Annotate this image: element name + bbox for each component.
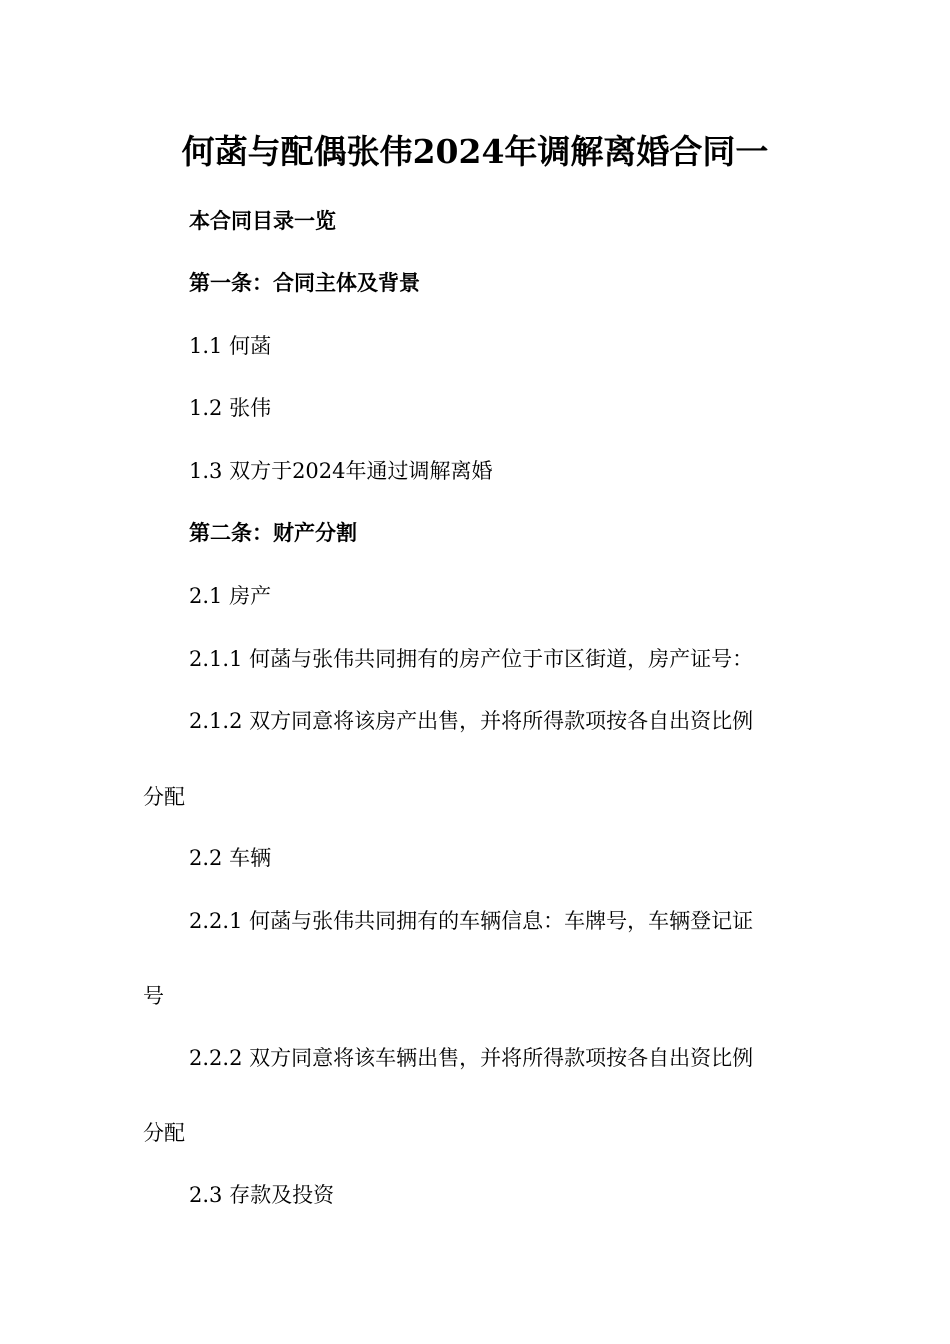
- article-1-heading: 第一条：合同主体及背景: [189, 270, 420, 295]
- clause-2-1-2-continued: 分配: [143, 785, 185, 809]
- clause-2-1-2: 2.1.2 双方同意将该房产出售，并将所得款项按各自出资比例: [189, 709, 754, 733]
- clause-2-2-2-continued: 分配: [143, 1121, 185, 1145]
- clause-2-1: 2.1 房产: [189, 584, 272, 608]
- clause-1-3: 1.3 双方于2024年通过调解离婚: [189, 459, 493, 483]
- clause-1-1: 1.1 何菡: [189, 334, 272, 358]
- document-title: 何菡与配偶张伟2024年调解离婚合同一: [181, 132, 769, 171]
- clause-1-2: 1.2 张伟: [189, 396, 272, 420]
- clause-2-2-1-continued: 号: [143, 984, 164, 1008]
- article-2-heading: 第二条：财产分割: [189, 520, 357, 545]
- clause-2-1-1: 2.1.1 何菡与张伟共同拥有的房产位于市区街道，房产证号：: [189, 647, 754, 671]
- toc-heading: 本合同目录一览: [189, 208, 336, 233]
- clause-2-3: 2.3 存款及投资: [189, 1183, 335, 1207]
- clause-2-2-1: 2.2.1 何菡与张伟共同拥有的车辆信息：车牌号，车辆登记证: [189, 909, 754, 933]
- clause-2-2: 2.2 车辆: [189, 846, 272, 870]
- clause-2-2-2: 2.2.2 双方同意将该车辆出售，并将所得款项按各自出资比例: [189, 1046, 754, 1070]
